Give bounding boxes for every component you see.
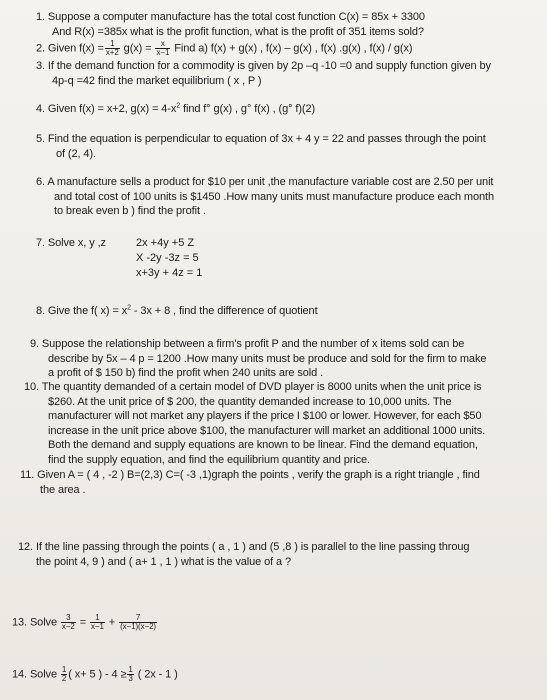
question-4-prefix: 4. Given f(x) = x+2, g(x) = 4-x <box>36 103 177 115</box>
question-9-line-2: describe by 5x – 4 p = 1200 .How many units must be produce and sold for the firm to make <box>48 352 487 365</box>
question-11-line-2: the area . <box>40 483 86 496</box>
exponent: 2 <box>127 304 131 312</box>
question-10 <box>24 380 485 467</box>
question-8-prefix: 8. Give the f( x) = x <box>36 305 128 317</box>
question-2-mid: g(x) = <box>120 42 155 55</box>
question-14-suffix: ( 2x - 1 ) <box>134 668 178 681</box>
question-11-line-1: 11. Given A = ( 4 , -2 ) B=(2,3) C=( -3 ,1)graph the points , verify the graph is a right triangle , find <box>20 469 480 481</box>
question-1 <box>36 10 425 39</box>
question-8 <box>36 304 318 319</box>
question-10-line-5: Both the demand and supply equations are known to be linear. Find the demand equation, <box>48 439 478 451</box>
question-2 <box>36 40 412 57</box>
question-3-line-1: 3. If the demand function for a commodity is given by 2p –q -10 =0 and supply function given by <box>36 60 491 72</box>
exponent: 2 <box>176 102 181 110</box>
fraction-x-over-x-minus-1: $\frac{x}{x-1}$ <box>156 39 170 57</box>
question-8-suffix: - 3x + 8 , find the difference of quotient <box>130 305 318 317</box>
question-3 <box>36 59 491 88</box>
question-9-line-3: a profit of $ 150 b) find the profit when 240 units are sold . <box>48 367 324 379</box>
fraction-1-over-x-plus-2: $\frac{1}{x+2}$ <box>105 39 119 57</box>
equation-2: X -2y -3z = 5 <box>136 252 199 264</box>
question-10-line-2: $260. At the unit price of $ 200, the quantity demanded increase to 10,000 units. The <box>48 395 452 408</box>
equation-1: 2x +4y +5 Z <box>136 237 195 249</box>
question-6 <box>36 175 494 219</box>
question-3-line-2: 4p-q =42 find the market equilibrium ( x , P ) <box>52 74 262 87</box>
question-7-label: 7. Solve x, y ,z <box>36 237 106 249</box>
question-5-line-2: of (2, 4). <box>56 147 96 160</box>
plus-sign: + <box>105 616 119 629</box>
question-5-line-1: 5. Find the equation is perpendicular to equation of 3x + 4 y = 22 and passes through the point <box>36 133 486 145</box>
question-9 <box>30 337 486 381</box>
equation-3: x+3y + 4z = 1 <box>136 267 203 279</box>
question-1-line-1: 1. Suppose a computer manufacture has the total cost function C(x) = 85x + 3300 <box>36 11 425 23</box>
question-14 <box>12 666 178 683</box>
fraction-1-over-x-minus-1: $\frac{1}{x-1}$ <box>91 613 104 631</box>
question-4 <box>36 102 315 117</box>
question-10-line-6: find the supply equation, and find the equilibrium quantity and price. <box>48 453 370 466</box>
question-10-line-4: increase in the unit price above $100, the manufacturer will market an additional 1000 units. <box>48 424 486 437</box>
question-2-suffix: Find a) f(x) + g(x) , f(x) – g(x) , f(x) .g(x) , f(x) / g(x) <box>171 42 413 55</box>
question-6-line-2: and total cost of 100 units is $1450 .How many units must manufacture produce each month <box>54 190 495 203</box>
fraction-7-over-product: $\frac{7}{(x-1)(x-2)}$ <box>120 613 156 631</box>
question-12-line-1: 12. If the line passing through the points ( a , 1 ) and (5 ,8 ) is parallel to the line passing throug <box>18 541 470 553</box>
question-2-prefix: 2. Given f(x) = <box>36 42 104 55</box>
equation-system <box>136 236 202 281</box>
question-13-prefix: 13. Solve <box>12 616 60 629</box>
question-10-line-1: 10. The quantity demanded of a certain model of DVD player is 8000 units when the unit price is <box>24 381 482 393</box>
fraction-3-over-x-minus-2: $\frac{3}{x-2}$ <box>61 613 75 631</box>
fraction-one-third: $\frac{1}{3}$ <box>128 665 133 683</box>
fraction-one-half: $\frac{1}{2}$ <box>61 665 67 683</box>
question-13 <box>12 614 158 631</box>
question-6-line-3: to break even b ) find the profit . <box>54 205 206 217</box>
question-11 <box>20 468 480 497</box>
equals-sign: = <box>76 616 89 629</box>
question-9-line-1: 9. Suppose the relationship between a firm's profit P and the number of x items sold can be <box>30 338 465 350</box>
question-12-line-2: the point 4, 9 ) and ( a+ 1 , 1 ) what is the value of a ? <box>36 555 291 568</box>
question-5 <box>36 132 486 161</box>
question-14-mid: ( x+ 5 ) - 4 ≥ <box>68 668 127 681</box>
question-1-line-2: And R(x) =385x what is the profit function, what is the profit of 351 items sold? <box>52 25 424 38</box>
question-14-prefix: 14. Solve <box>12 668 60 681</box>
question-6-line-1: 6. A manufacture sells a product for $10 per unit ,the manufacture variable cost are 2.50 per unit <box>36 176 494 188</box>
question-4-suffix: find f° g(x) , g° f(x) , (g° f)(2) <box>180 103 316 115</box>
question-12 <box>18 540 469 569</box>
question-10-line-3: manufacturer will not market any players if the price I $100 or lower. However, for each $50 <box>48 410 482 422</box>
